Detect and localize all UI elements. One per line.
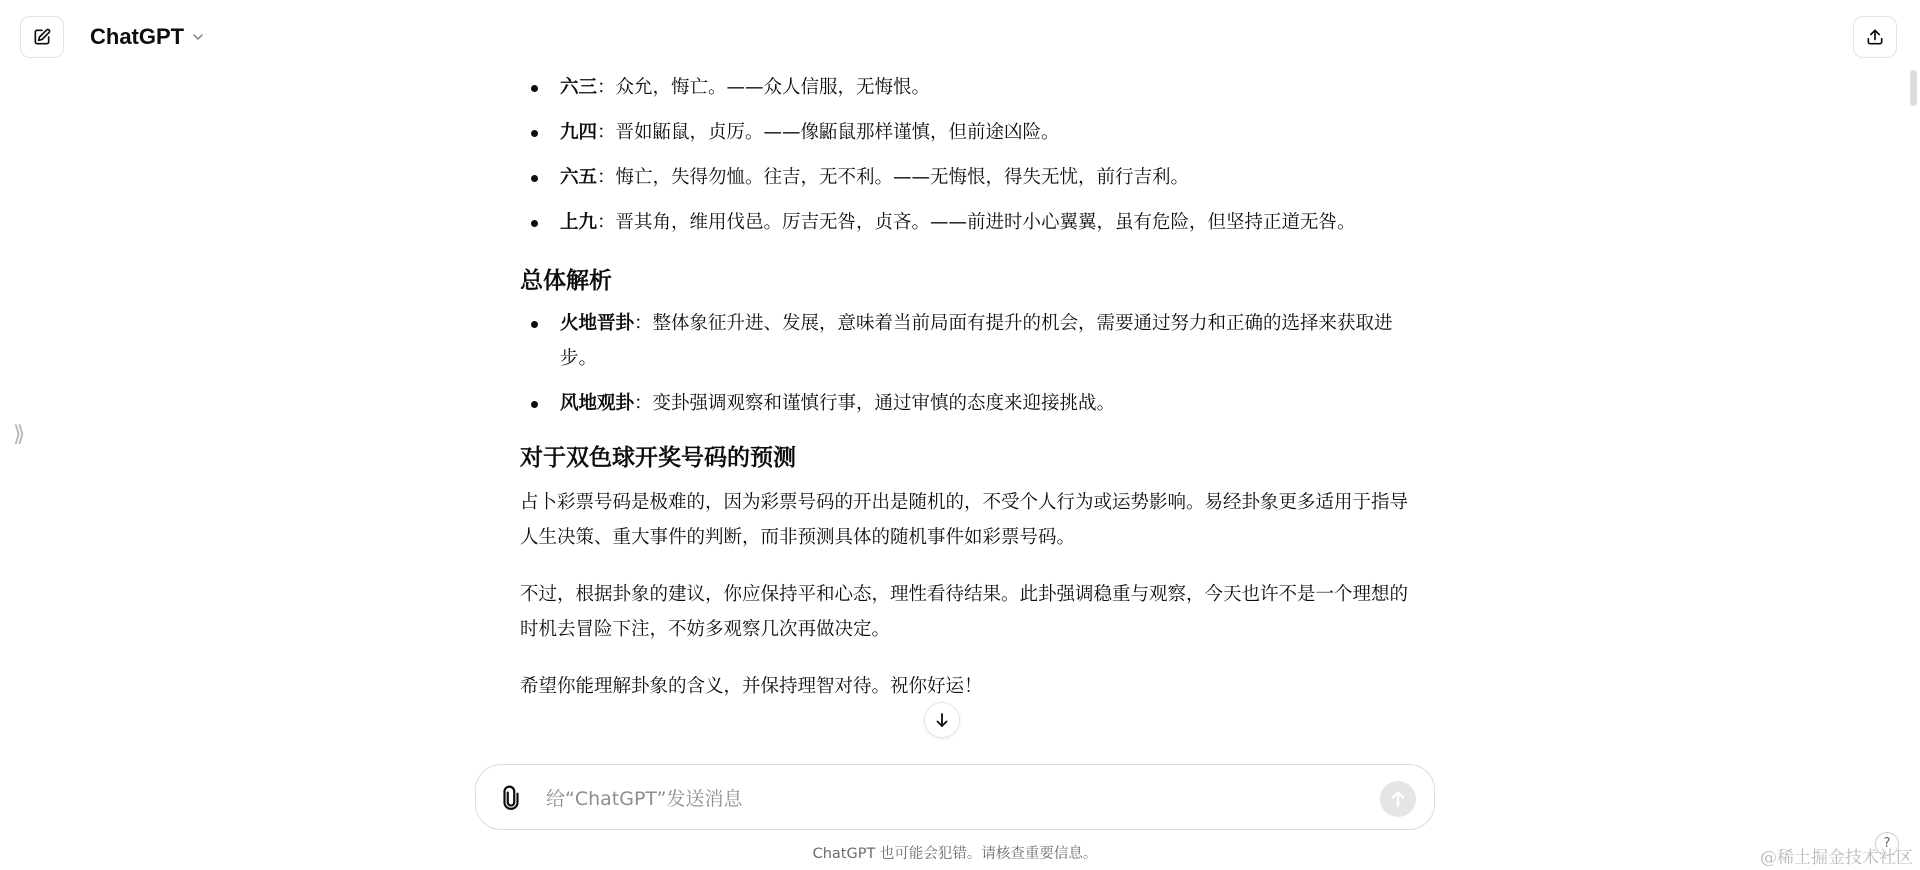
list-item	[520, 160, 1425, 195]
list-item	[520, 306, 1425, 376]
attach-button[interactable]	[498, 783, 526, 813]
paperclip-icon	[498, 783, 524, 813]
arrow-down-icon	[933, 711, 951, 729]
assistant-message	[520, 70, 1425, 726]
list-item	[520, 70, 1425, 105]
prediction-heading: 对于双色球开奖号码的预测	[520, 445, 796, 471]
share-button[interactable]	[1853, 16, 1897, 58]
item-label: 九四	[560, 122, 598, 143]
share-upload-icon	[1865, 27, 1885, 47]
paragraph: 不过，根据卦象的建议，你应保持平和心态，理性看待结果。此卦强调稳重与观察，今天也许不是一个理想的时机去冒险下注，不妨多观察几次再做决定。	[520, 584, 1409, 640]
arrow-up-icon	[1388, 789, 1408, 809]
summary-list	[520, 306, 1425, 421]
item-label: 上九	[560, 212, 598, 233]
item-text: 众允，悔亡。——众人信服，无悔恨。	[615, 77, 931, 98]
paragraph: 希望你能理解卦象的含义，并保持理智对待。祝你好运！	[520, 676, 983, 697]
item-separator: ：	[597, 77, 616, 98]
summary-heading: 总体解析	[520, 268, 612, 294]
send-button[interactable]	[1380, 781, 1416, 817]
disclaimer-text: ChatGPT 也可能会犯错。请核查重要信息。	[812, 846, 1098, 862]
item-text: 晋如鼫鼠，贞厉。——像鼫鼠那样谨慎，但前途凶险。	[615, 122, 1060, 143]
paragraph: 占卜彩票号码是极难的，因为彩票号码的开出是随机的，不受个人行为或运势影响。易经卦象更多适用于指导人生决策、重大事件的判断，而非预测具体的随机事件如彩票号码。	[520, 492, 1409, 548]
item-text: 变卦强调观察和谨慎行事，通过审慎的态度来迎接挑战。	[652, 393, 1116, 414]
sidebar-toggle-icon[interactable]: ⟫	[13, 422, 26, 447]
chevron-down-icon	[190, 29, 206, 45]
item-separator: ：	[597, 122, 616, 143]
item-text: 晋其角，维用伐邑。厉吉无咎，贞吝。——前进时小心翼翼，虽有危险，但坚持正道无咎。	[615, 212, 1356, 233]
item-label: 六五	[560, 167, 598, 188]
item-label: 六三	[560, 77, 598, 98]
message-composer	[475, 764, 1435, 830]
message-input[interactable]	[544, 781, 1308, 817]
scrollbar-thumb[interactable]	[1910, 70, 1917, 106]
top-bar	[0, 0, 1920, 74]
item-text: 整体象征升进、发展，意味着当前局面有提升的机会，需要通过努力和正确的选择来获取进步。	[560, 313, 1393, 369]
scroll-to-bottom-button[interactable]	[924, 702, 960, 738]
help-button[interactable]: ?	[1875, 832, 1899, 856]
item-label: 火地晋卦	[560, 313, 635, 334]
item-text: 悔亡，失得勿恤。往吉，无不利。——无悔恨，得失无忧，前行吉利。	[615, 167, 1190, 188]
item-separator: ：	[597, 167, 616, 188]
model-selector[interactable]	[90, 22, 206, 52]
edit-pencil-icon	[32, 27, 52, 47]
model-name: ChatGPT	[90, 24, 185, 49]
item-label: 风地观卦	[560, 393, 635, 414]
item-separator: ：	[597, 212, 616, 233]
list-item	[520, 115, 1425, 150]
watermark: @稀土掘金技术社区	[1760, 848, 1913, 868]
list-item	[520, 386, 1425, 421]
list-item	[520, 205, 1425, 240]
item-separator: ：	[634, 393, 653, 414]
new-chat-button[interactable]	[20, 16, 64, 58]
item-separator: ：	[634, 313, 653, 334]
hexagram-lines-list	[520, 70, 1425, 240]
